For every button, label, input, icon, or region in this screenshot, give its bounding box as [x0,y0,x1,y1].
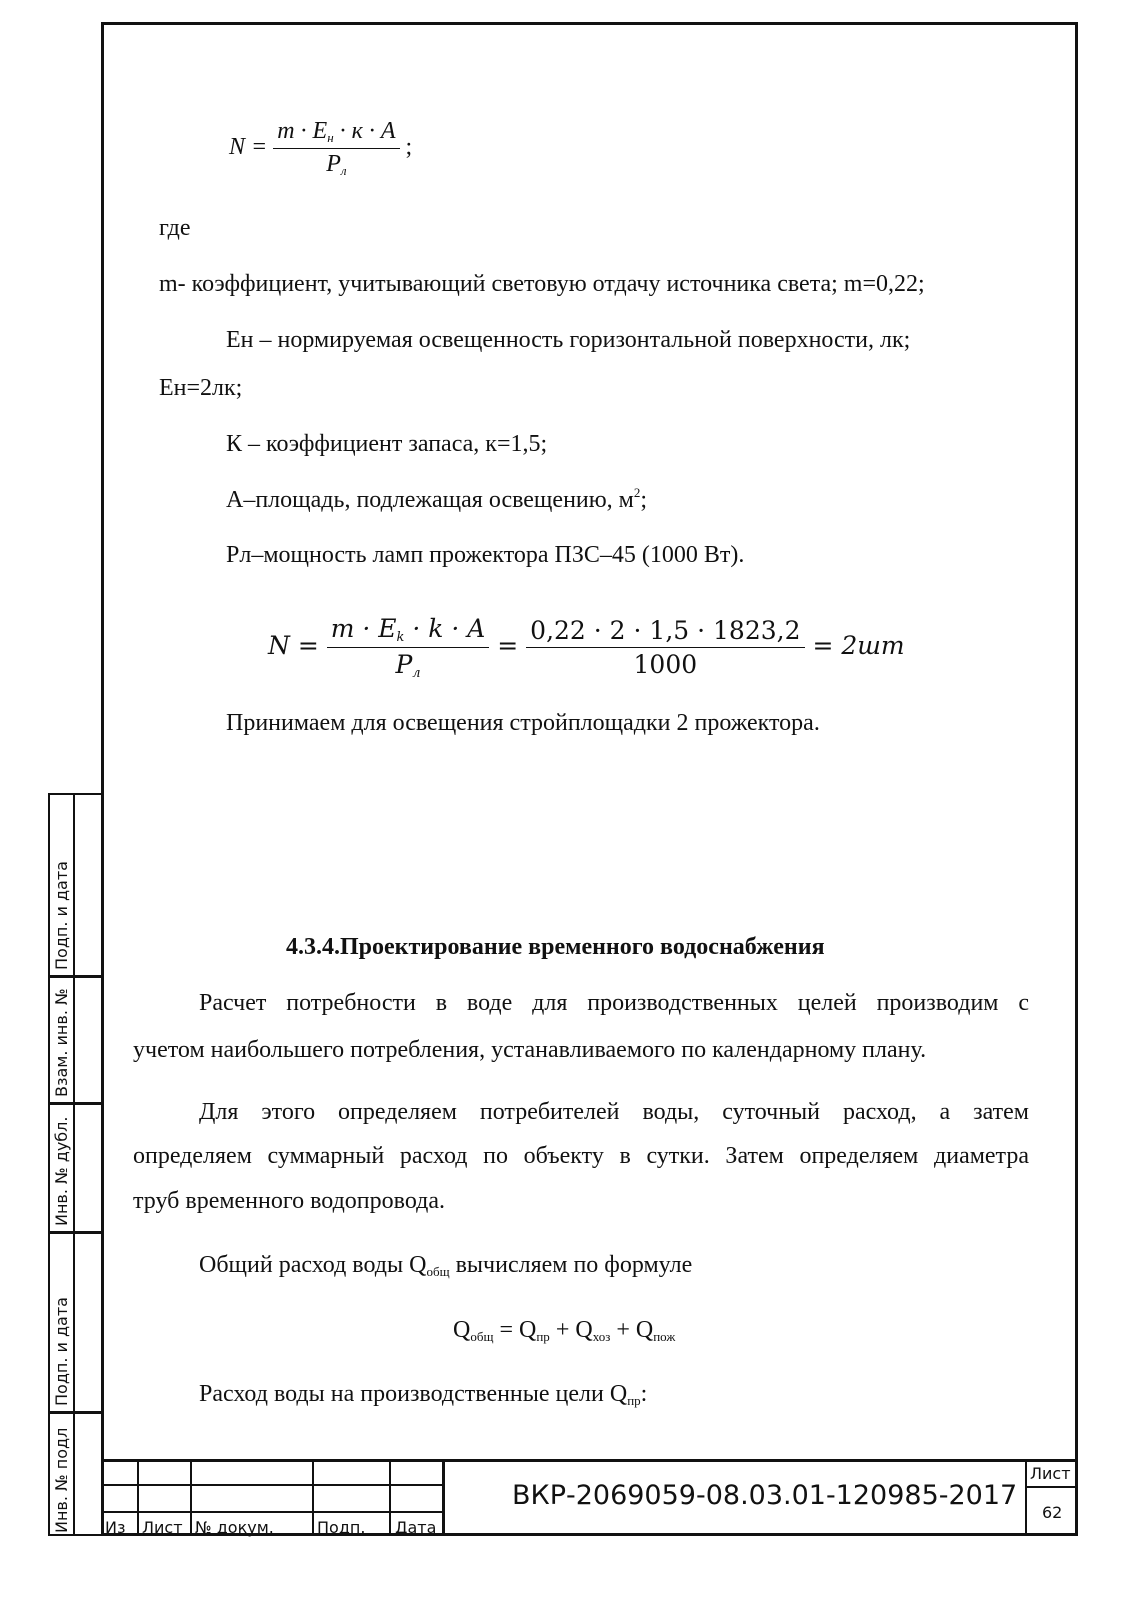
paragraph-2-line-3: труб временного водопровода. [133,1188,445,1214]
formula-lamps-count: N = $\frac{m \cdot E_н \cdot к \cdot A}{P_л}$ ; [229,118,413,178]
text-k-definition: К – коэффициент запаса, к=1,5; [226,431,548,457]
stamp-col-izm: Из [105,1518,126,1537]
text-m-definition: m- коэффициент, учитывающий световую отдачу источника света; m=0,22; [159,271,925,297]
section-heading: 4.3.4.Проектирование временного водоснабжения [286,934,825,960]
sheet-number: 62 [1042,1503,1063,1522]
stamp-col-sign: Подп. [317,1518,366,1537]
text-where: где [159,215,191,241]
page-frame [101,22,1078,1536]
side-stamp [48,793,101,1536]
paragraph-4: Расход воды на производственные цели $Q_{пр}$: [199,1381,648,1408]
text-en-value: Eн=2лк; [159,375,243,401]
paragraph-1-line-2: учетом наибольшего потребления, устанавливаемого по календарному плану. [133,1037,927,1063]
stamp-col-doc: № докум. [195,1518,274,1537]
paragraph-1-line-1: Расчет потребности в воде для производственных целей производим с [199,990,1029,1016]
paragraph-2-line-2: определяем суммарный расход по объекту в сутки. Затем определяем диаметра [133,1143,1029,1169]
stamp-col-date: Дата [395,1518,437,1537]
paragraph-2-line-1: Для этого определяем потребителей воды, суточный расход, а затем [199,1099,1029,1125]
text-en-definition: Eн – нормируемая освещенность горизонтальной поверхности, лк; [226,327,911,353]
sheet-label: Лист [1030,1464,1071,1483]
formula-total-water: $Q_{общ} = Q_{пр} + Q_{хоз} + Q_{пож}$ [453,1317,676,1344]
side-field-original-inv: Инв. № подл [52,1427,71,1533]
stamp-col-list: Лист [142,1518,183,1537]
formula-lamps-calculation: N = $\frac{m \cdot E_k \cdot k \cdot A}{P_л}$ = $\frac{0,22 \cdot 2 \cdot 1,5 \cdot 1823,2}{1000}$ = 2шт [268,614,905,681]
paragraph-3: Общий расход воды $Q_{общ}$ вычисляем по формуле [199,1252,693,1279]
side-field-replace-inv: Взам. инв. № [52,988,71,1097]
side-field-dup-inv: Инв. № дубл. [52,1116,71,1226]
side-field-sign-date-1: Подп. и дата [52,861,71,970]
document-code: ВКР-2069059-08.03.01-120985-2017 [512,1480,1018,1511]
side-field-sign-date-2: Подп. и дата [52,1297,71,1406]
text-accept-projectors: Принимаем для освещения стройплощадки 2 прожектора. [226,710,820,736]
text-a-definition: А–площадь, подлежащая освещению, $м^2$; [226,485,648,513]
text-p-definition: Pл–мощность ламп прожектора ПЗС–45 (1000 Вт). [226,542,745,568]
